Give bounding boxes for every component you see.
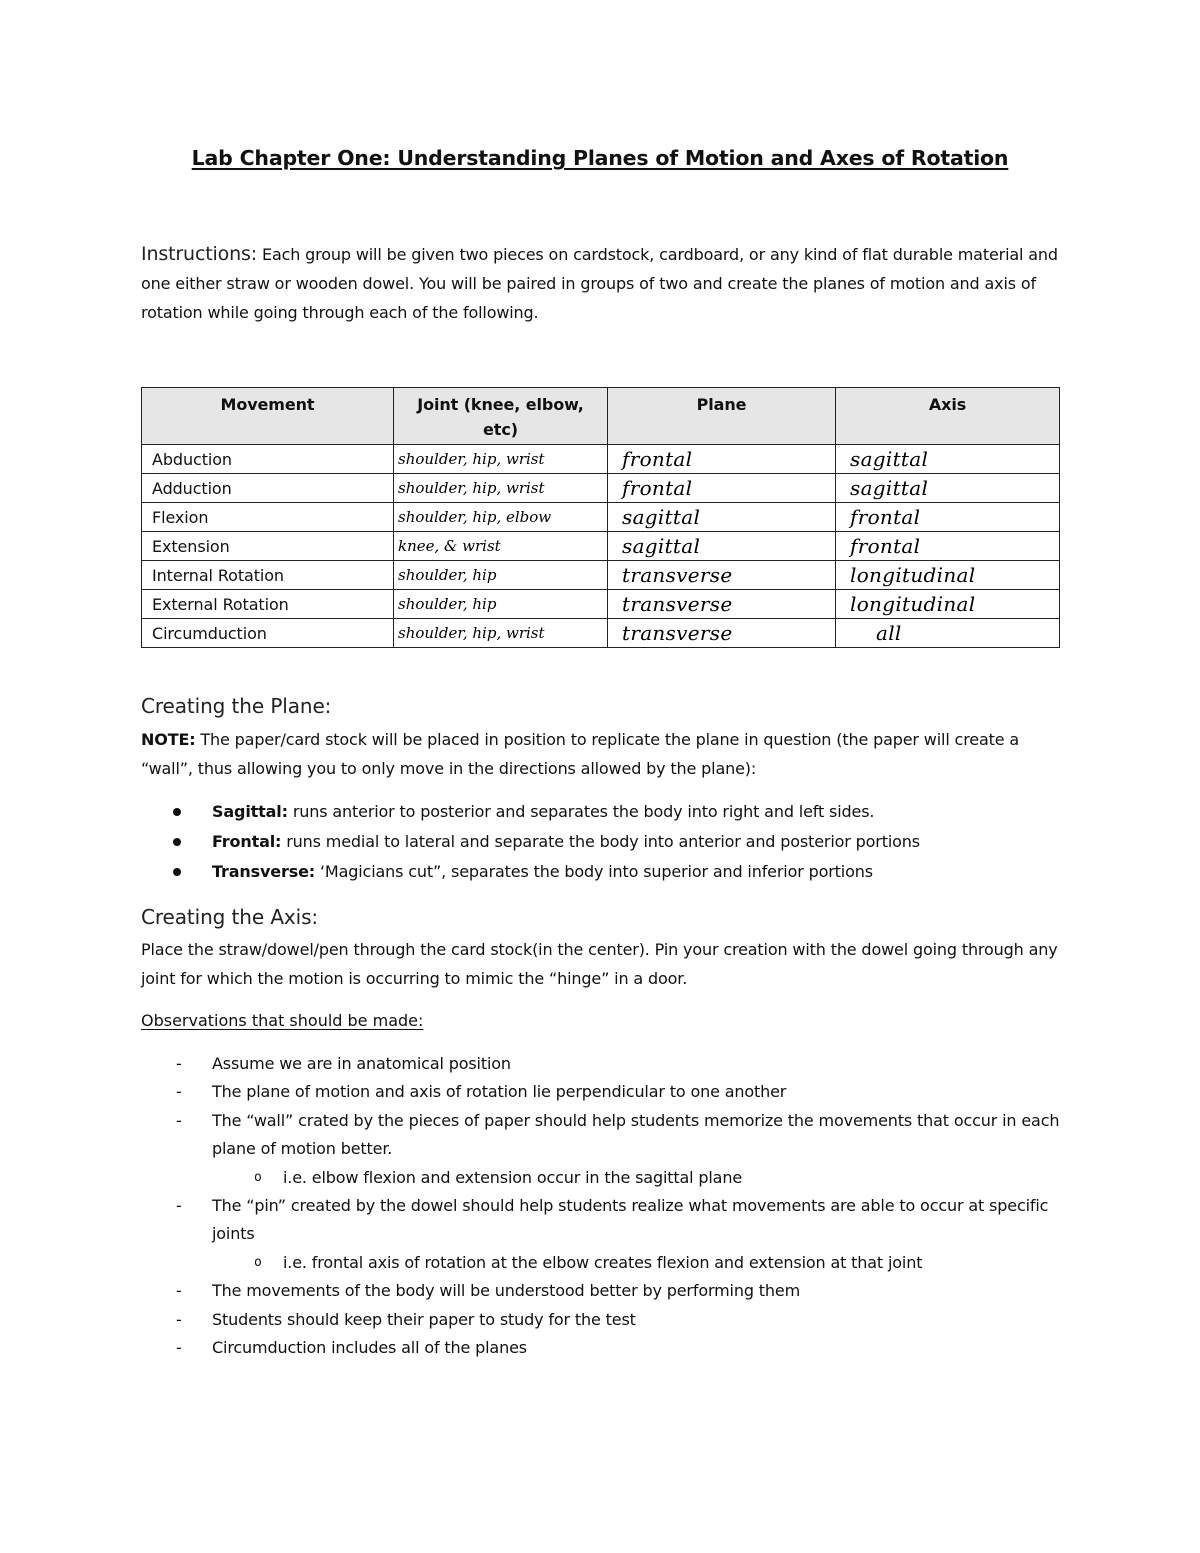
list-item [141, 857, 1061, 887]
table-row [142, 619, 1060, 648]
joint-cell: shoulder, hip [394, 590, 608, 619]
item-text: The “pin” created by the dowel should help students realize what movements are able to occur at specific joints [212, 1196, 1049, 1244]
list-item [141, 1050, 1061, 1078]
plane-cell: transverse [608, 590, 836, 619]
sub-list-item [141, 1249, 1061, 1277]
list-item [141, 1306, 1061, 1334]
table-row [142, 561, 1060, 590]
table-row [142, 590, 1060, 619]
plane-cell: transverse [608, 561, 836, 590]
movement-table [141, 387, 1060, 648]
bullet-term: Frontal: [212, 832, 282, 851]
item-text: Circumduction includes all of the planes [212, 1338, 527, 1358]
movement-cell: Adduction [142, 474, 394, 503]
plane-cell: frontal [608, 445, 836, 474]
plane-bullet-list [141, 797, 1061, 887]
movement-cell: Extension [142, 532, 394, 561]
plane-section-heading: Creating the Plane: [141, 694, 332, 718]
bullet-icon [173, 808, 181, 816]
bullet-term: Sagittal: [212, 802, 288, 821]
table-row [142, 532, 1060, 561]
instructions-text: Each group will be given two pieces on cardstock, cardboard, or any kind of flat durable material and one either straw or wooden dowel. You will be paired in groups of two and create the planes of motion and axis of rotation while going through each of the following. [141, 245, 1058, 322]
axis-cell: longitudinal [836, 590, 1060, 619]
dash-icon: - [176, 1281, 182, 1301]
list-item [141, 1334, 1061, 1362]
circle-bullet-icon: o [254, 1254, 262, 1270]
plane-note [141, 725, 1061, 783]
movement-cell: Internal Rotation [142, 561, 394, 590]
axis-cell: sagittal [836, 445, 1060, 474]
circle-bullet-icon: o [254, 1169, 262, 1185]
sub-list-item [141, 1164, 1061, 1192]
item-text: i.e. frontal axis of rotation at the elbow creates flexion and extension at that joint [283, 1252, 923, 1272]
page-title: Lab Chapter One: Understanding Planes of Motion and Axes of Rotation [191, 146, 1009, 170]
bullet-icon [173, 868, 181, 876]
joint-cell: shoulder, hip, wrist [394, 445, 608, 474]
table-header-row [142, 388, 1060, 445]
dash-icon: - [176, 1110, 182, 1130]
dash-icon: - [176, 1082, 182, 1102]
plane-cell: transverse [608, 619, 836, 648]
list-item [141, 1277, 1061, 1305]
joint-cell: shoulder, hip, wrist [394, 474, 608, 503]
axis-cell: frontal [836, 532, 1060, 561]
movement-cell: Flexion [142, 503, 394, 532]
note-label: NOTE: [141, 730, 196, 749]
table-row [142, 445, 1060, 474]
header-plane: Plane [608, 388, 836, 445]
list-item [141, 1107, 1061, 1164]
instructions-lead: Instructions: [141, 243, 258, 265]
plane-cell: frontal [608, 474, 836, 503]
list-item [141, 1192, 1061, 1249]
header-movement: Movement [142, 388, 394, 445]
dash-icon: - [176, 1338, 182, 1358]
observations-list [141, 1050, 1061, 1362]
bullet-text: runs medial to lateral and separate the body into anterior and posterior portions [281, 832, 920, 851]
plane-cell: sagittal [608, 532, 836, 561]
list-item [141, 827, 1061, 857]
axis-text: Place the straw/dowel/pen through the card stock(in the center). Pin your creation with the dowel going through any joint for which the motion is occurring to mimic the “hinge” in a door. [141, 940, 1058, 988]
joint-cell: shoulder, hip [394, 561, 608, 590]
item-text: The plane of motion and axis of rotation lie perpendicular to one another [212, 1082, 787, 1102]
axis-cell: sagittal [836, 474, 1060, 503]
axis-cell: longitudinal [836, 561, 1060, 590]
list-item [141, 1078, 1061, 1106]
table-row [142, 503, 1060, 532]
axis-cell: all [836, 619, 1060, 648]
item-text: The movements of the body will be understood better by performing them [212, 1281, 801, 1301]
axis-cell: frontal [836, 503, 1060, 532]
bullet-text: runs anterior to posterior and separates the body into right and left sides. [287, 802, 875, 821]
dash-icon: - [176, 1196, 182, 1216]
joint-cell: shoulder, hip, elbow [394, 503, 608, 532]
instructions [141, 240, 1061, 327]
item-text: i.e. elbow flexion and extension occur in the sagittal plane [283, 1167, 743, 1187]
item-text: The “wall” crated by the pieces of paper should help students memorize the movements that occur in each plane of motion better. [212, 1110, 1060, 1159]
table-row [142, 474, 1060, 503]
header-axis: Axis [836, 388, 1060, 445]
dash-icon: - [176, 1054, 182, 1073]
joint-cell: shoulder, hip, wrist [394, 619, 608, 648]
list-item [141, 797, 1061, 827]
axis-section-heading: Creating the Axis: [141, 905, 319, 929]
joint-cell: knee, & wrist [394, 532, 608, 561]
bullet-text: ‘Magicians cut”, separates the body into superior and inferior portions [315, 862, 873, 881]
header-joint: Joint (knee, elbow, etc) [394, 388, 608, 445]
item-text: Students should keep their paper to study for the test [212, 1309, 636, 1329]
dash-icon: - [176, 1309, 182, 1329]
movement-cell: External Rotation [142, 590, 394, 619]
movement-cell: Abduction [142, 445, 394, 474]
bullet-term: Transverse: [212, 862, 316, 881]
movement-cell: Circumduction [142, 619, 394, 648]
note-text: The paper/card stock will be placed in position to replicate the plane in question (the paper will create a “wall”, thus allowing you to only move in the directions allowed by the plane): [141, 730, 1020, 778]
plane-cell: sagittal [608, 503, 836, 532]
bullet-icon [173, 838, 181, 846]
observations-heading: Observations that should be made: [141, 1011, 424, 1030]
item-text: Assume we are in anatomical position [212, 1054, 511, 1073]
